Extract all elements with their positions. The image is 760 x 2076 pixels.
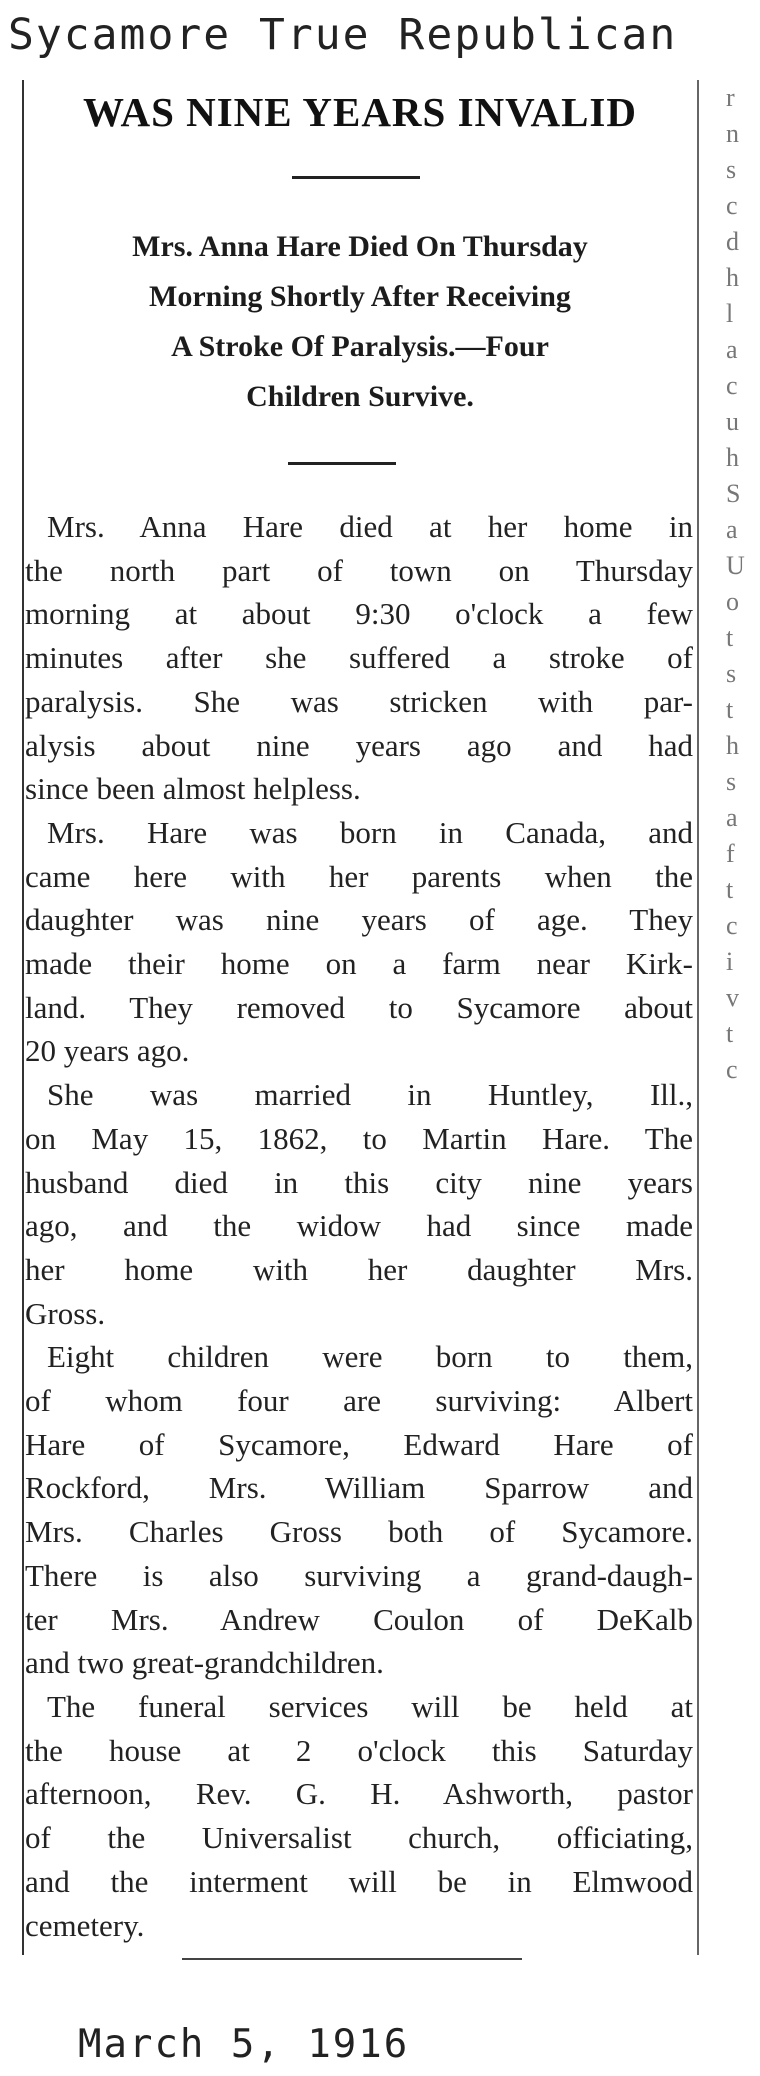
edge-letter: t	[726, 623, 734, 652]
article-headline: WAS NINE YEARS INVALID	[83, 89, 637, 135]
text-line: husband died in this city nine years	[25, 1164, 693, 1200]
text-line: The funeral services will be held at	[47, 1688, 693, 1724]
text-line: Hare of Sycamore, Edward Hare of	[25, 1426, 693, 1462]
edge-letter: t	[726, 1019, 734, 1048]
deck-divider	[288, 462, 396, 465]
article-paragraph	[25, 1073, 693, 1335]
text-line: She was married in Huntley, Ill.,	[47, 1077, 693, 1113]
edge-letter: u	[726, 407, 739, 436]
edge-letter: t	[726, 875, 734, 904]
edge-letter: U	[726, 551, 745, 580]
article-paragraph	[25, 811, 693, 1073]
edge-letter: s	[726, 155, 737, 184]
edge-letter: n	[726, 119, 739, 148]
edge-letter: a	[726, 515, 738, 544]
edge-letter: S	[726, 479, 741, 508]
text-line: paralysis. She was stricken with par-	[25, 683, 693, 719]
text-line: 20 years ago.	[25, 1033, 190, 1069]
text-line: afternoon, Rev. G. H. Ashworth, pastor	[25, 1776, 693, 1812]
headline-divider	[292, 176, 420, 179]
masthead-title: Sycamore True Republican	[8, 10, 678, 60]
text-line: since been almost helpless.	[25, 771, 361, 807]
text-line: minutes after she suffered a stroke of	[25, 640, 693, 676]
text-line: ter Mrs. Andrew Coulon of DeKalb	[25, 1601, 693, 1637]
text-line: and the interment will be in Elmwood	[25, 1863, 693, 1899]
edge-letter: c	[726, 371, 738, 400]
text-line: ago, and the widow had since made	[25, 1208, 693, 1244]
edge-letter: c	[726, 911, 738, 940]
article-paragraph	[25, 1685, 693, 1947]
text-line: cemetery.	[25, 1907, 145, 1943]
edge-letter: d	[726, 227, 739, 256]
text-line: on May 15, 1862, to Martin Hare. The	[25, 1120, 693, 1156]
deck-line: A Stroke Of Paralysis.—Four	[171, 330, 549, 363]
text-line: of whom four are surviving: Albert	[25, 1383, 693, 1419]
text-line: Gross.	[25, 1295, 106, 1331]
text-line: the house at 2 o'clock this Saturday	[25, 1732, 693, 1768]
edge-letter: r	[726, 83, 735, 112]
text-line: morning at about 9:30 o'clock a few	[25, 596, 693, 632]
text-line: alysis about nine years ago and had	[25, 727, 693, 763]
article-paragraph	[25, 1335, 693, 1685]
edge-letter: f	[726, 839, 735, 868]
column-rule-right	[697, 80, 699, 1955]
adjacent-column-edge	[726, 80, 756, 1980]
deck-line: Mrs. Anna Hare Died On Thursday	[132, 230, 588, 263]
deck-line: Morning Shortly After Receiving	[149, 280, 571, 313]
article-deck	[30, 222, 690, 422]
text-line: of the Universalist church, officiating,	[25, 1820, 693, 1856]
text-line: the north part of town on Thursday	[25, 552, 693, 588]
publication-date: March 5, 1916	[78, 2022, 410, 2067]
text-line: and two great-grandchildren.	[25, 1645, 384, 1681]
text-line: Mrs. Charles Gross both of Sycamore.	[25, 1514, 693, 1550]
article-body	[25, 505, 693, 1947]
edge-letter: o	[726, 587, 739, 616]
article-paragraph	[25, 505, 693, 811]
text-line: Rockford, Mrs. William Sparrow and	[25, 1470, 693, 1506]
edge-letter: h	[726, 263, 739, 292]
edge-letter: c	[726, 1055, 738, 1084]
text-line: came here with her parents when the	[25, 858, 693, 894]
text-line: Mrs. Anna Hare died at her home in	[47, 509, 693, 544]
edge-letter: l	[726, 299, 734, 328]
text-line: land. They removed to Sycamore about	[25, 989, 693, 1025]
text-line: daughter was nine years of age. They	[25, 902, 693, 938]
text-line: Mrs. Hare was born in Canada, and	[47, 814, 693, 850]
edge-letter: a	[726, 335, 738, 364]
text-line: her home with her daughter Mrs.	[25, 1251, 693, 1287]
edge-letter: a	[726, 803, 738, 832]
text-line: There is also surviving a grand-daugh-	[25, 1557, 693, 1593]
text-line: Eight children were born to them,	[47, 1339, 693, 1375]
edge-letter: s	[726, 659, 737, 688]
edge-letter: s	[726, 767, 737, 796]
text-line: made their home on a farm near Kirk-	[25, 946, 693, 982]
edge-letter: v	[726, 983, 739, 1012]
edge-letter: i	[726, 947, 734, 976]
deck-line: Children Survive.	[246, 380, 474, 413]
edge-letter: t	[726, 695, 734, 724]
column-rule-left	[22, 80, 24, 1955]
edge-letter: c	[726, 191, 738, 220]
edge-letter: h	[726, 443, 739, 472]
article-end-rule	[182, 1958, 522, 1960]
edge-letter: h	[726, 731, 739, 760]
